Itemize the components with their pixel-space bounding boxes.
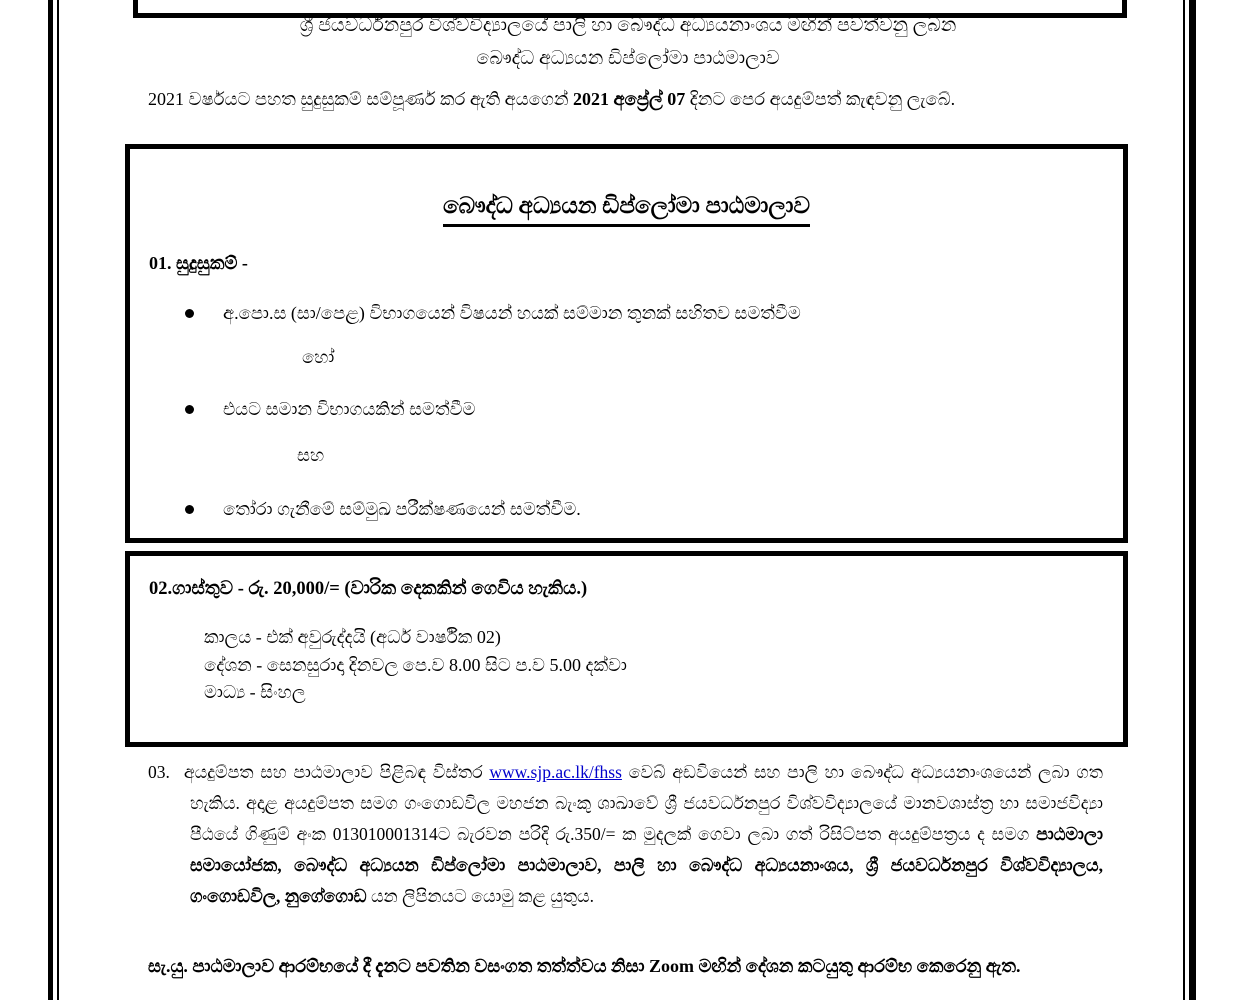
list-item [185, 397, 1085, 422]
header-line-1: ශ්‍රී ජයවර්ධනපුර විශ්වවිද්‍යාලයේ පාලි හා බෞද්ධ අධ්‍යයනාංශය මඟින් පවත්වනු ලබන [299, 15, 957, 36]
header-line-2: බෞද්ධ අධ්‍යයන ඩිප්ලෝමා පාඨමාලාව [476, 48, 780, 69]
page-border-right-inner [1183, 0, 1185, 1000]
deadline-prefix: 2021 වර්ෂයට පහත සුදුසුකම් සම්පූර්ණ කර ඇති අයගෙන් [148, 89, 573, 109]
bullet-icon [185, 405, 194, 414]
bullet-icon [185, 505, 194, 514]
application-text-3: යන ලිපිනයට යොමු කළ යුතුය. [366, 886, 594, 906]
duration-line: කාලය - එක් අවුරුද්දයි (අර්ධ වාර්ෂික 02) [204, 627, 501, 647]
list-item [185, 301, 1085, 326]
fee-box [125, 551, 1128, 747]
fee-details [204, 624, 1084, 707]
application-text-2: වෙබ් අඩවියෙන් සහ පාලි හා බෞද්ධ අධ්‍යයනාංශයෙන් ලබා ගත හැකිය. අදාළ අයදුම්පත සමග ගංගොඩවිල මහජන බැංකු ශාඛාවේ ශ්‍රී ජයවර්ධනපුර විශ්වවිද්‍යාලයේ මානවශාස්ත්‍ර හා සමාජවිද්‍යා පීඨයේ ගිණුම් අංක 013010001314ට බැරවන පරිදි රු.350/= ක මුදලක් ගෙවා ලබා ගත් රිසිට්පත අයදුම්පත්‍රය ද සමග [190, 762, 1103, 844]
lectures-line: දේශන - සෙනසුරාදා දිනවල පෙ.ව 8.00 සිට ප.ව 5.00 දක්වා [204, 654, 627, 675]
application-text-1: අයදුම්පත සහ පාඨමාලාව පිළිබඳ විස්තර [183, 762, 490, 782]
fee-heading: 02.ගාස්තුව - රු. 20,000/= (වාරික දෙකකින් ගෙවිය හැකිය.) [149, 579, 588, 599]
postscript-note: සැ.යු. පාඨමාලාව ආරම්භයේ දී දැනට පවතින වසංගත තත්ත්වය නිසා Zoom මඟින් දේශන කටයුතු ආරම්භ කෙරෙනු ඇත. [148, 956, 1021, 976]
bullet-icon [185, 309, 194, 318]
eligibility-box [125, 144, 1128, 543]
postal-address: පාඨමාලා සමායෝජක, බෞද්ධ අධ්‍යයන ඩිප්ලෝමා පාඨමාලාව, පාලි හා බෞද්ධ අධ්‍යයනාංශය, ශ්‍රී ජයවර්ධනපුර විශ්වවිද්‍යාලය, ගංගොඩවිල, නුගේගොඩ [190, 824, 1103, 906]
deadline-suffix: දිනට පෙර අයදුම්පත් කැඳවනු ලැබේ. [685, 89, 956, 109]
website-link[interactable]: www.sjp.ac.lk/fhss [489, 762, 622, 782]
course-title [130, 193, 1123, 227]
application-paragraph [148, 757, 1103, 912]
course-title-text: බෞද්ධ අධ්‍යයන ඩිප්ලෝමා පාඨමාලාව [443, 193, 810, 227]
list-item [185, 497, 1085, 522]
paragraph-number: 03. [148, 762, 170, 782]
medium-line: මාධ්‍ය - සිංහල [204, 682, 306, 702]
eligibility-heading: 01. සුදුසුකම් - [149, 253, 248, 273]
page-border-left-outer [48, 0, 53, 1000]
eligibility-item-3: තෝරා ගැනීමේ සම්මුඛ පරීක්ෂණයෙන් සමත්වීම. [223, 499, 581, 519]
document-header [133, 9, 1123, 75]
deadline-paragraph [148, 86, 1108, 113]
deadline-date: 2021 අප්‍රේල් 07 [572, 89, 686, 109]
or-connector: හෝ [302, 347, 335, 367]
eligibility-item-1: අ.පො.ස (සා/පෙළ) විභාගයෙන් විෂයන් හයක් සම්මාන තුනක් සහිතව සමත්වීම [223, 303, 801, 323]
page-border-left-inner [57, 0, 59, 1000]
and-connector: සහ [297, 445, 325, 465]
page-border-right-outer [1189, 0, 1196, 1000]
eligibility-item-2: එයට සමාන විභාගයකින් සමත්වීම [223, 399, 476, 419]
